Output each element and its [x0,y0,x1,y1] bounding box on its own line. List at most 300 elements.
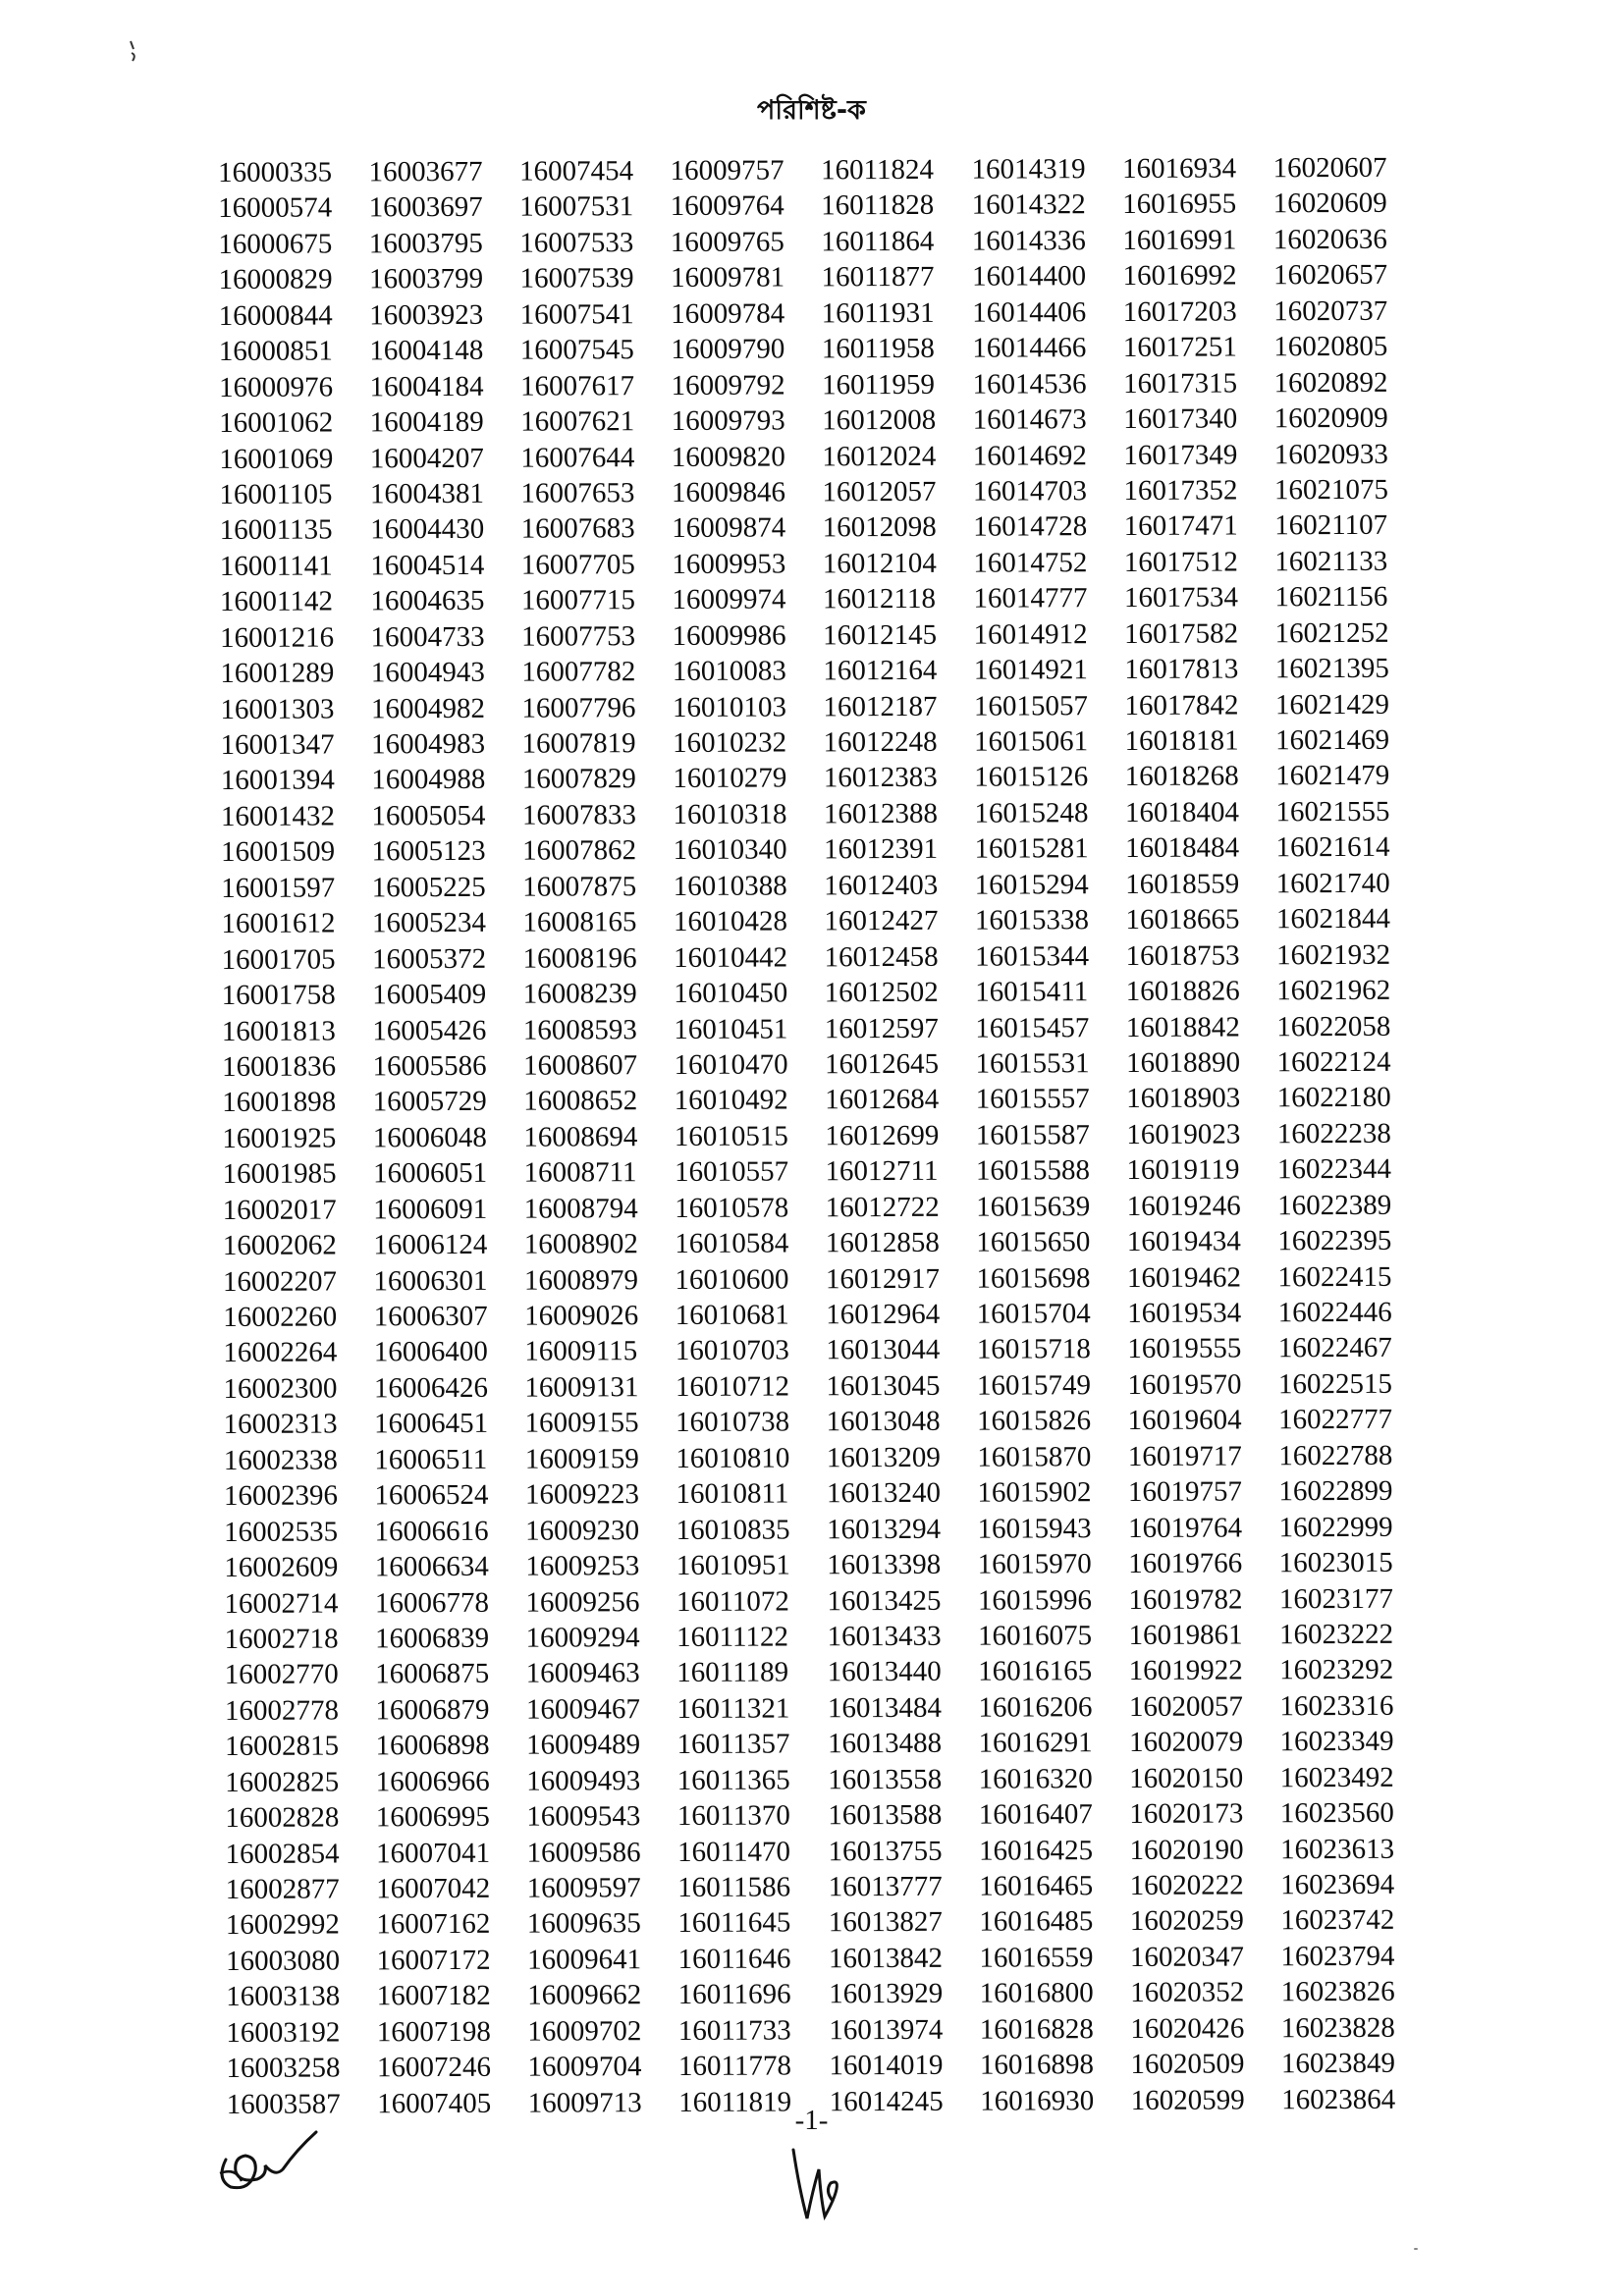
roll-number: 16006616 [374,1515,489,1547]
roll-number: 16008979 [523,1263,639,1297]
roll-number: 16016320 [978,1762,1093,1795]
roll-number: 16010712 [675,1370,790,1403]
roll-number: 16014728 [973,510,1088,544]
roll-number: 16009704 [527,2051,642,2083]
roll-number: 16012711 [825,1155,939,1188]
roll-number: 16017349 [1123,438,1238,471]
roll-number: 16020079 [1128,1726,1244,1759]
roll-number: 16007454 [519,155,634,187]
roll-number: 16020657 [1272,259,1388,292]
signature-left-icon [206,2110,324,2199]
roll-number: 16015749 [976,1369,1092,1402]
roll-number: 16023613 [1279,1833,1395,1865]
roll-number-table [218,150,1433,2122]
roll-number: 16006051 [372,1157,488,1190]
roll-number: 16015587 [975,1118,1090,1151]
roll-number: 16000574 [218,191,333,225]
roll-number: 16007545 [519,334,634,366]
roll-number: 16007541 [519,297,634,331]
roll-number: 16000829 [218,263,333,296]
roll-number: 16004514 [370,549,485,582]
roll-number: 16011877 [821,261,935,294]
roll-number: 16016407 [978,1798,1093,1831]
roll-number: 16002535 [224,1516,339,1548]
roll-number: 16003138 [226,1980,341,2013]
roll-number: 16019782 [1128,1582,1243,1616]
roll-number: 16008196 [522,941,637,975]
roll-number: 16009792 [671,369,785,401]
roll-number: 16009493 [526,1764,641,1797]
roll-number: 16007162 [376,1908,491,1941]
roll-number: 16006634 [374,1550,489,1583]
roll-number: 16009793 [671,404,785,438]
roll-number: 16003923 [369,298,484,332]
roll-number: 16011470 [676,1836,791,1868]
roll-number: 16012164 [823,654,938,687]
roll-number: 16006778 [374,1586,490,1619]
roll-number: 16007875 [522,870,637,903]
roll-number: 16013044 [826,1334,941,1366]
roll-number: 16001925 [222,1122,337,1154]
roll-number: 16005729 [372,1086,487,1118]
roll-number: 16002300 [223,1372,338,1405]
roll-number: 16010578 [675,1192,789,1224]
roll-number: 16009597 [526,1872,641,1904]
roll-number: 16022999 [1278,1511,1393,1543]
roll-number: 16009641 [526,1944,642,1976]
roll-number: 16013488 [827,1728,943,1760]
roll-number: 16001612 [221,907,336,940]
roll-number: 16009115 [524,1335,638,1368]
roll-number: 16023492 [1279,1761,1394,1793]
roll-number: 16021252 [1274,616,1389,649]
roll-number: 16005054 [371,799,486,832]
roll-number: 16002338 [223,1444,338,1476]
roll-number: 16011824 [821,153,935,187]
roll-number: 16020222 [1129,1869,1244,1901]
roll-number: 16006524 [374,1478,489,1512]
page-number: -1- [794,2105,829,2136]
roll-number: 16012118 [822,583,936,615]
roll-number: 16009159 [524,1442,639,1475]
roll-number: 16012388 [823,797,939,830]
roll-number: 16009635 [526,1907,641,1941]
roll-number: 16021614 [1275,831,1390,864]
roll-number: 16009662 [527,1979,642,2011]
roll-number: 16001813 [221,1014,336,1047]
roll-number: 16020150 [1129,1762,1244,1794]
roll-number: 16011828 [821,189,935,222]
roll-number: 16016485 [979,1905,1094,1939]
roll-number: 16013484 [827,1691,942,1725]
roll-number: 16009253 [525,1550,640,1582]
roll-number: 16017534 [1123,581,1239,614]
roll-number: 16000335 [218,156,333,188]
roll-number: 16012699 [825,1119,940,1152]
roll-number: 16012104 [822,547,937,580]
roll-number: 16023349 [1279,1726,1394,1758]
roll-number: 16002770 [224,1658,339,1691]
roll-number: 16022238 [1276,1117,1391,1150]
roll-number: 16012248 [823,725,938,759]
roll-number: 16020892 [1273,366,1388,399]
roll-number: 16021107 [1274,509,1388,542]
roll-number: 16018559 [1125,868,1240,900]
roll-number: 16004207 [369,442,484,474]
roll-number: 16012458 [824,940,939,973]
roll-number: 16005234 [371,907,486,939]
roll-number: 16011122 [676,1621,789,1653]
roll-number: 16002062 [222,1229,337,1262]
roll-number: 16015943 [977,1512,1092,1545]
roll-number: 16007705 [520,548,635,581]
corner-mark-icon [128,39,141,65]
roll-number: 16001062 [219,406,334,440]
roll-number: 16010681 [675,1299,789,1331]
roll-number: 16011645 [677,1906,791,1940]
roll-number: 16018903 [1126,1082,1241,1115]
roll-number: 16009489 [526,1729,641,1761]
roll-number: 16007042 [376,1872,491,1905]
roll-number: 16020509 [1130,2048,1245,2081]
roll-number: 16007753 [521,619,636,653]
roll-number: 16013777 [828,1870,943,1903]
roll-number: 16020737 [1273,294,1388,328]
number-column [821,152,980,2120]
page-title: পরিশিষ্ট-ক [757,95,866,126]
roll-number: 16019119 [1126,1153,1240,1187]
roll-number: 16009986 [672,619,786,652]
roll-number: 16014245 [829,2085,944,2117]
roll-number: 16023849 [1280,2047,1396,2080]
roll-number: 16011072 [676,1584,789,1618]
roll-number: 16012645 [824,1047,940,1081]
roll-number: 16010492 [674,1084,788,1117]
roll-number: 16013425 [827,1584,942,1617]
roll-number: 16000976 [218,371,334,403]
roll-number: 16001758 [221,979,336,1012]
roll-number: 16023316 [1279,1689,1394,1723]
roll-number: 16017251 [1122,331,1237,364]
roll-number: 16006426 [373,1371,489,1405]
roll-number: 16020347 [1129,1941,1245,1973]
roll-number: 16013433 [827,1620,942,1653]
roll-number: 16021844 [1275,902,1390,935]
roll-number: 16002825 [225,1766,340,1798]
number-column [971,151,1130,2119]
roll-number: 16019534 [1127,1297,1242,1329]
roll-number: 16015344 [974,939,1090,973]
roll-number: 16010279 [673,762,787,795]
roll-number: 16005426 [372,1014,487,1046]
roll-number: 16012858 [825,1226,940,1259]
roll-number: 16011733 [677,2014,791,2047]
roll-number: 16021156 [1274,581,1388,614]
roll-number: 16015557 [975,1083,1090,1116]
roll-number: 16014466 [972,332,1087,364]
roll-number: 16001303 [220,693,335,725]
roll-number: 16015970 [977,1548,1092,1580]
roll-number: 16023828 [1280,2011,1395,2045]
roll-number: 16016955 [1122,187,1237,221]
roll-number: 16016425 [978,1834,1094,1867]
roll-number: 16009974 [672,583,786,616]
roll-number: 16001069 [219,442,334,475]
roll-number: 16001216 [220,621,335,654]
roll-number: 16021395 [1274,652,1389,685]
roll-number: 16013755 [828,1835,943,1867]
roll-number: 16014673 [972,403,1087,436]
roll-number: 16006839 [375,1622,490,1655]
roll-number: 16001142 [219,585,333,618]
number-column [670,152,829,2120]
roll-number: 16006091 [373,1193,488,1226]
roll-number: 16006511 [374,1443,488,1476]
roll-number: 16014703 [972,475,1088,507]
roll-number: 16006124 [373,1228,488,1261]
roll-number: 16002877 [225,1873,340,1905]
roll-number: 16021133 [1274,545,1388,578]
roll-number: 16014406 [972,295,1087,329]
roll-number: 16022389 [1277,1189,1392,1221]
roll-number: 16009784 [671,297,785,330]
roll-number: 16001705 [221,943,336,976]
roll-number: 16002854 [225,1838,340,1870]
roll-number: 16022180 [1276,1082,1391,1114]
roll-number: 16002207 [222,1265,338,1298]
roll-number: 16014777 [973,582,1088,614]
roll-number: 16009131 [524,1371,639,1404]
roll-number: 16021479 [1275,760,1390,792]
roll-number: 16019570 [1127,1368,1242,1401]
roll-number: 16014752 [973,546,1088,579]
roll-number: 16011357 [676,1728,790,1761]
roll-number: 16011586 [677,1871,791,1903]
roll-number: 16015294 [974,868,1089,901]
roll-number: 16016559 [979,1942,1094,1974]
roll-number: 16010557 [674,1155,789,1189]
roll-number: 16011931 [821,296,935,330]
number-column [1272,150,1432,2118]
roll-number: 16004430 [370,513,485,546]
roll-number: 16007862 [522,834,637,867]
roll-number: 16013294 [827,1513,942,1545]
roll-number: 16005372 [372,942,487,975]
roll-number: 16010738 [676,1406,790,1439]
roll-number: 16005409 [372,978,487,1011]
roll-number: 16016075 [978,1620,1093,1652]
roll-number: 16004982 [370,692,486,724]
roll-number: 16007644 [520,441,635,474]
roll-number: 16020190 [1129,1834,1244,1866]
roll-number: 16007041 [375,1837,491,1869]
roll-number: 16022344 [1276,1153,1392,1186]
roll-number: 16015061 [974,725,1089,758]
roll-number: 16010450 [674,977,788,1010]
roll-number: 16017512 [1123,546,1238,578]
roll-number: 16002313 [223,1408,338,1441]
roll-number: 16015826 [977,1405,1092,1437]
roll-number: 16015057 [973,689,1089,722]
roll-number: 16007405 [377,2087,492,2119]
roll-number: 16022515 [1277,1367,1393,1401]
roll-number: 16001836 [221,1050,337,1083]
roll-number: 16009463 [525,1657,640,1690]
roll-number: 16003677 [368,155,483,188]
roll-number: 16017315 [1122,367,1238,400]
roll-number: 16011819 [678,2086,792,2118]
roll-number: 16014921 [973,654,1088,686]
roll-number: 16018753 [1125,939,1240,972]
roll-number: 16010318 [673,798,787,830]
roll-number: 16007683 [520,512,635,546]
roll-number: 16011365 [676,1764,790,1796]
roll-number: 16007539 [519,262,634,294]
roll-number: 16022124 [1276,1045,1391,1079]
roll-number: 16000851 [218,335,333,368]
roll-number: 16010515 [674,1120,788,1152]
roll-number: 16023015 [1278,1546,1393,1579]
roll-number: 16012403 [824,869,939,902]
number-column [1122,150,1281,2118]
roll-number: 16017352 [1123,474,1238,507]
roll-number: 16003587 [226,2088,341,2120]
roll-number: 16002260 [223,1301,338,1333]
roll-number: 16009953 [672,548,786,580]
roll-number: 16003192 [226,2016,341,2049]
roll-number: 16018181 [1124,724,1239,757]
roll-number: 16013929 [829,1978,944,2010]
roll-number: 16006451 [374,1408,489,1440]
roll-number: 16006048 [372,1121,487,1154]
roll-number: 16012597 [824,1012,939,1044]
roll-number: 16023864 [1281,2083,1396,2115]
roll-number: 16021932 [1275,938,1391,971]
roll-number: 16006995 [375,1800,490,1834]
roll-number: 16001394 [220,764,335,797]
roll-number: 16013558 [828,1763,943,1795]
roll-number: 16011321 [676,1692,790,1725]
roll-number: 16020259 [1129,1904,1244,1938]
roll-number: 16021469 [1275,723,1390,757]
roll-number: 16013045 [826,1369,941,1403]
roll-number: 16012502 [824,976,939,1009]
roll-number: 16015996 [977,1583,1092,1617]
roll-number: 16011696 [677,1978,791,2011]
roll-number: 16010584 [675,1227,789,1260]
roll-number: 16018890 [1125,1046,1241,1079]
roll-number: 16002828 [225,1801,340,1835]
roll-number: 16011864 [821,225,935,258]
roll-number: 16016465 [979,1870,1094,1902]
roll-number: 16019462 [1126,1261,1242,1294]
roll-number: 16022058 [1276,1010,1391,1042]
roll-number: 16004983 [371,727,486,761]
roll-number: 16017842 [1124,689,1239,721]
roll-number: 16023794 [1280,1940,1395,1973]
roll-number: 16010428 [673,905,787,938]
roll-number: 16001347 [220,728,335,761]
roll-number: 16013842 [828,1942,944,1975]
roll-number: 16020057 [1128,1690,1243,1723]
roll-number: 16023826 [1280,1976,1395,2008]
roll-number: 16009757 [670,154,784,187]
roll-number: 16017340 [1123,402,1238,436]
roll-number: 16020805 [1273,330,1388,363]
roll-number: 16018404 [1124,796,1240,828]
roll-number: 16018268 [1124,760,1239,793]
roll-number: 16019861 [1128,1619,1243,1651]
roll-number: 16020636 [1272,223,1387,256]
roll-number: 16003795 [368,227,483,260]
roll-number: 16013048 [826,1406,941,1438]
roll-number: 16019434 [1126,1225,1241,1258]
roll-number: 16007715 [520,584,636,616]
roll-number: 16015902 [977,1476,1092,1509]
roll-number: 16012008 [822,403,937,437]
roll-number: 16009223 [524,1478,640,1511]
roll-number: 16016991 [1122,224,1237,256]
roll-number: 16005123 [371,835,486,868]
roll-number: 16019555 [1127,1332,1242,1365]
roll-number: 16008652 [523,1085,638,1118]
roll-number: 16023742 [1280,1904,1395,1937]
roll-number: 16011958 [821,333,935,365]
roll-number: 16009026 [524,1300,639,1332]
roll-number: 16010232 [673,726,787,759]
roll-number: 16013440 [827,1656,942,1688]
roll-number: 16022395 [1277,1224,1392,1257]
roll-number: 16001105 [219,478,333,510]
roll-number: 16010810 [676,1442,790,1474]
roll-number: 16013827 [828,1906,943,1939]
roll-number: 16016898 [979,2049,1095,2081]
roll-number: 16007796 [521,691,636,724]
roll-number: 16011189 [676,1656,789,1689]
roll-number: 16019757 [1127,1475,1243,1509]
roll-number: 16014912 [973,617,1088,651]
roll-number: 16014692 [972,439,1087,472]
roll-number: 16010600 [675,1263,789,1296]
roll-number: 16009294 [525,1622,640,1654]
roll-number: 16014319 [971,153,1086,186]
roll-number: 16012917 [825,1262,941,1295]
roll-number: 16014019 [829,2049,944,2082]
roll-number: 16009155 [524,1407,639,1439]
roll-number: 16013588 [828,1798,943,1832]
roll-number: 16020933 [1273,438,1388,470]
roll-number: 16007617 [519,369,635,402]
roll-number: 16012024 [822,440,937,472]
roll-number: 16009781 [670,261,785,294]
roll-number: 16004189 [369,405,484,439]
roll-number: 16002718 [224,1623,339,1655]
roll-number: 16016992 [1122,259,1237,293]
roll-number: 16015457 [975,1011,1090,1044]
roll-number: 16008711 [523,1156,637,1189]
roll-number: 16004184 [369,370,484,402]
roll-number: 16015588 [975,1154,1091,1187]
roll-number: 16009846 [671,476,786,508]
roll-number: 16010442 [674,941,788,974]
roll-number: 16011646 [677,1943,791,1975]
roll-number: 16008165 [522,906,637,938]
roll-number: 16023177 [1278,1582,1393,1615]
roll-number: 16015338 [974,904,1089,936]
roll-number: 16015704 [976,1298,1091,1330]
roll-number: 16015281 [974,832,1089,865]
roll-number: 16014322 [971,188,1086,222]
